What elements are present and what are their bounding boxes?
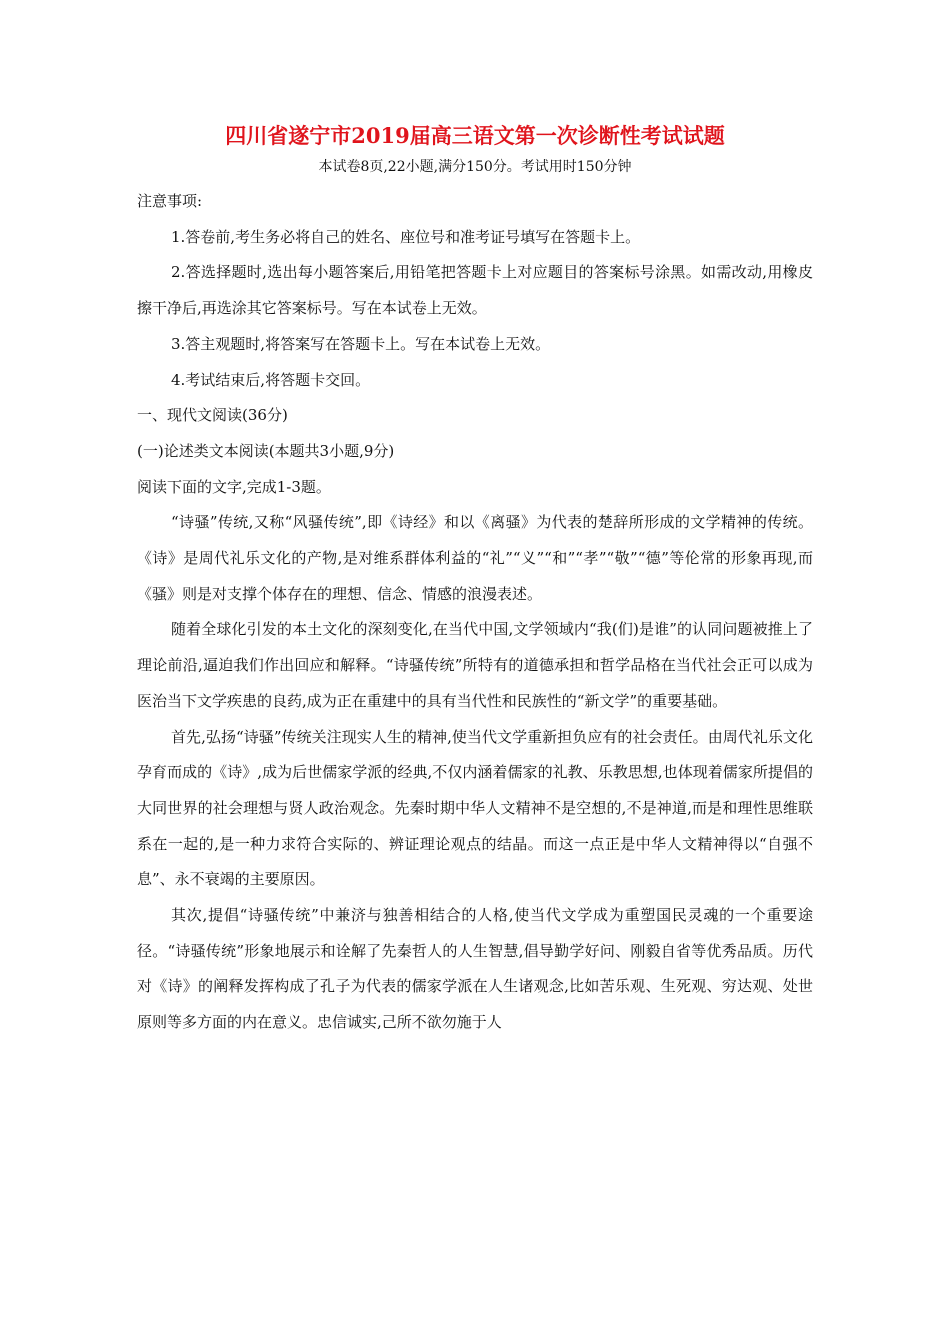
document-subtitle: 本试卷8页,22小题,满分150分。考试用时150分钟 <box>318 159 632 175</box>
paragraph-2: 随着全球化引发的本土文化的深刻变化,在当代中国,文学领域内“我(们)是谁”的认同问题被推上了理论前沿,逼迫我们作出回应和解释。“诗骚传统”所特有的道德承担和哲学品格在当代社会正可以成为医治当下文学疾患的良药,成为正在重建中的具有当代性和民族性的“新文学”的重要基础。 <box>137 620 813 710</box>
notice-item-4: 4.考试结束后,将答题卡交回。 <box>171 370 371 389</box>
subsection-heading: (一)论述类文本阅读(本题共3小题,9分) <box>137 441 395 460</box>
document-body <box>137 184 813 1041</box>
notice-heading: 注意事项: <box>137 192 203 210</box>
paragraph-1: “诗骚”传统,又称“风骚传统”,即《诗经》和以《离骚》为代表的楚辞所形成的文学精神的传统。《诗》是周代礼乐文化的产物,是对维系群体利益的“礼”“义”“和”“孝”“敬”“德”等伦常的形象再现,而《骚》则是对支撑个体存在的理想、信念、情感的浪漫表述。 <box>137 513 813 603</box>
notice-item-1: 1.答卷前,考生务必将自己的姓名、座位号和准考证号填写在答题卡上。 <box>171 227 641 246</box>
paragraph-3: 首先,弘扬“诗骚”传统关注现实人生的精神,使当代文学重新担负应有的社会责任。由周代礼乐文化孕育而成的《诗》,成为后世儒家学派的经典,不仅内涵着儒家的礼教、乐教思想,也体现着儒家所提倡的大同世界的社会理想与贤人政治观念。先秦时期中华人文精神不是空想的,不是神道,而是和理性思维联系在一起的,是一种力求符合实际的、辨证理论观点的结晶。而这一点正是中华人文精神得以“自强不息”、永不衰竭的主要原因。 <box>137 727 813 889</box>
paragraph-4: 其次,提倡“诗骚传统”中兼济与独善相结合的人格,使当代文学成为重塑国民灵魂的一个重要途径。“诗骚传统”形象地展示和诠解了先秦哲人的人生智慧,倡导勤学好问、刚毅自省等优秀品质。历代对《诗》的阐释发挥构成了孔子为代表的儒家学派在人生诸观念,比如苦乐观、生死观、穷达观、处世原则等多方面的内在意义。忠信诚实,己所不欲勿施于人 <box>137 906 813 1032</box>
section-heading: 一、现代文阅读(36分) <box>137 406 288 425</box>
reading-instruction: 阅读下面的文字,完成1-3题。 <box>137 477 331 496</box>
document-title: 四川省遂宁市2019届高三语文第一次诊断性考试试题 <box>225 123 725 148</box>
notice-item-2: 2.答选择题时,选出每小题答案后,用铅笔把答题卡上对应题目的答案标号涂黑。如需改动,用橡皮擦干净后,再选涂其它答案标号。写在本试卷上无效。 <box>137 263 813 318</box>
notice-item-3: 3.答主观题时,将答案写在答题卡上。写在本试卷上无效。 <box>171 334 551 353</box>
